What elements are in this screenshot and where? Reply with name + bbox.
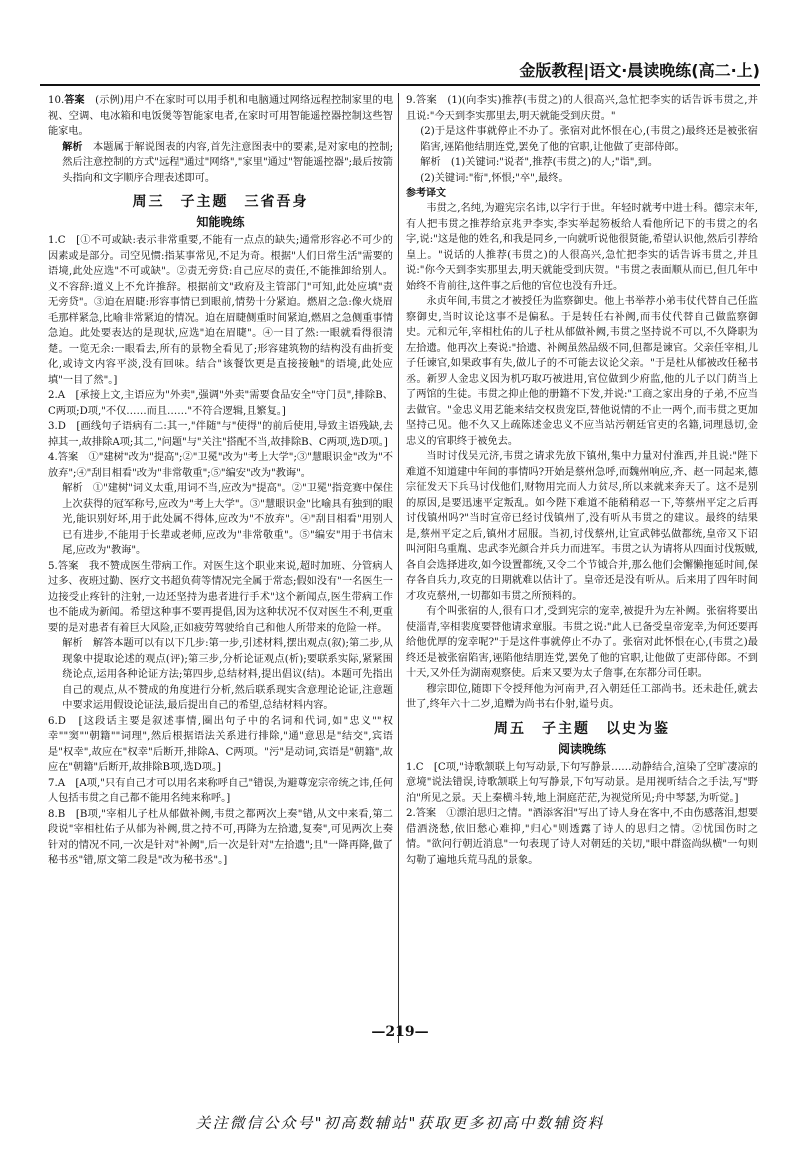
q1-answer: 1.C [①不可或缺:表示非常重要,不能有一点点的缺失;通常形容必不可少的因素或是部分。司空见惯:指某事常见,不足为奇。根据"人们日常生活"需要的语境,此处应选"不可或缺"。②责无旁贷:自己应尽的责任,不能推卸给别人。义不容辞:道义上不允许推辞。根据前文"政府及主管部门"可知,此处应填"责无旁贷"。③迫在眉睫:形容事情已到眼前,情势十分紧迫。燃眉之急:像火烧眉毛那样紧急,比喻非常紧迫的情况。迫在眉睫侧重时间紧迫,燃眉之急侧重事情急迫。此处要表达的是现状,应选"迫在眉睫"。④一目了然:一眼就看得很清楚。一览无余:一眼看去,所有的景物全看见了;形容建筑物的结构没有曲折变化,或诗文内容平淡,没有回味。结合"该餐饮更是直接接触"的语境,此处应填"一目了然"。]	[48, 235, 393, 386]
column-divider	[398, 93, 399, 1043]
translation-paragraph-3: 当时讨伐吴元济,韦贯之请求先放下镇州,集中力量对付淮西,并且说:"陛下难道不知道建中年间的事情吗?开始是蔡州急呼,而魏州响应,齐、赵一同起来,德宗征发天下兵马讨伐他们,财物用完而人力贫尽,所以来就来奔天了。这不是别的原因,是要迅速平定叛乱。如今陛下难道不能稍稍忍一下,等蔡州平定之后再讨伐镇州吗?"当时宣帝已经讨伐镇州了,没有听从韦贯之的建议。最终的结果是,蔡州平定之后,镇州才屈服。当初,讨伐蔡州,让宣武韩弘做都统,皇帝又下诏叫河阳乌重胤、忠武李光颜合并兵力而进军。韦贯之认为请将从四面讨伐叛贼,各自会选择进攻,如今设置都统,又令二个节钺合并,那么他们会懈懒拖延时间,保存各自兵力,攻克的日期就难以估计了。皇帝还是没有听从。后来用了四年时间才攻克蔡州,一切都如韦贯之所预料的。	[406, 451, 758, 602]
q5-explanation: 解析 解答本题可以有以下几步:第一步,引述材料,摆出观点(叙);第二步,从现象中提取论述的观点(评);第三步,分析论证观点(析);要联系实际,紧紧围绕论点,运用各种论证方法;第四步,总结材料,提出倡议(结)。本题可先指出自己的观点,从不赞成的角度进行分析,然后联系现实含意理论论证,注意题中要求运用假设论证法,最后提出自己的希望,总结材料内容。	[62, 638, 393, 711]
q9-answer-part2: (2)于是这件事就停止不办了。张宿对此怀恨在心,(韦贯之)最终还是被张宿陷害,诬陷他结朋连党,罢免了他的官职,让他做了吏部侍郎。	[420, 126, 758, 153]
header-rule	[40, 84, 760, 86]
right-column	[406, 93, 758, 868]
week-title-wed: 周三 子主题 三省吾身	[132, 194, 309, 210]
section-title-evening: 知能晚练	[196, 215, 245, 229]
translation-paragraph-2: 永贞年间,韦贯之才被授任为监察御史。他上书举荐小弟韦仗代替自己任监察御史,当时议论这事不是偏私。于是转任右补阙,而韦仗代替自己做监察御史。元和元年,宰相杜佑的儿子杜从郁做补阙,韦贯之坚持说不可以,不久降职为左拾遗。他再次上奏说:"拾遗、补阙虽然品级不同,但都是谏官。父亲任宰相,儿子任谏官,如果政事有失,做儿子的不可能去议论父亲。"于是杜从郁被改任秘书丞。新罗人金忠义因为机巧取巧被进用,官位做到少府监,他的儿子以门荫当上了两馆的生徒。韦贯之抑止他的册籍不下发,并说:"工商之家出身的子弟,不应当去做官。"金忠义用艺能来结交权贵宠臣,替他说情的不止一两个,而韦贯之更加坚持己见。他不久又上疏陈述金忠义不应当站污朝廷官吏的名籍,词理恳切,金忠义的官职终于被免去。	[406, 296, 758, 447]
q7-answer: 7.A [A项,"只有自己才可以用名来称呼自己"错误,为避尊宠宗帝统之讳,任何人包括韦贯之自己都不能用名纯来称呼。]	[48, 777, 393, 804]
section-title-reading: 阅读晚练	[557, 741, 606, 756]
reference-translation-title: 参考译文	[406, 188, 446, 199]
q10-explanation-label: 解析	[62, 141, 83, 153]
q5-answer: 5.答案 我不赞成医生带病工作。对医生这个职业来说,超时加班、分管病人过多、夜班过勤、医疗文书超负荷等情况完全属于常态;假如没有"一名医生一边接受止疼针的注射,一边还坚持为患者进行手术"这个新闻点,医生带病工作也不能成为新闻。希望这种事不要再提倡,因为这种状况不仅对医生不利,更重要的是对患者有着巨大风险,正如疲劳驾驶给自己和他人所带来的危险一样。	[48, 560, 393, 634]
q10-explanation-text: 本题属于解说图表的内容,首先注意图表中的要素,是对家电的控制;然后注意控制的方式"远程"通过"网络","家里"通过"智能遥控器";最后按箭头指向和文字顺序合理表述即可。	[62, 141, 394, 184]
q4-explanation: 解析 ①"建树"词义太重,用词不当,应改为"提高"。②"卫冕"指竞赛中保住上次获得的冠军称号,应改为"考上大学"。③"慧眼识金"比喻具有独到的眼光,能识别好坏,用于此处属不得体,应改为"不放弃"。④"刮目相看"用别人已有进步,不能用于长辈或老师,应改为"非常敬重"。⑤"编安"用于书信末尾,应改为"教诲"。	[62, 483, 393, 556]
week-title-fri: 周五 子主题 以史为鉴	[494, 720, 670, 737]
q10-explanation	[48, 140, 393, 187]
header-title: 金版教程|语文·晨读晚练(高二·上)	[519, 61, 760, 80]
r1-answer: 1.C [C项,"诗歌颔联上句写动景,下句写静景……动静结合,渲染了空旷凄凉的意境"说法错误,诗歌颔联上句写静景,下句写动景。是用视听结合之手法,写"野泊"所见之景。天上秦横斗转,地上洞庭茫茫,为视觉所见;舟中琴瑟,为听觉。]	[406, 761, 758, 804]
q3-answer: 3.D [画线句子语病有二:其一,"伴随"与"使得"的前后使用,导致主语残缺,去掉其一,故排除A项;其二,"问题"与"关注"搭配不当,故排除B、C两项,选D项。]	[48, 421, 393, 448]
q9-explanation-part2: (2)关键词:"衔",怀恨;"卒",最终。	[420, 172, 569, 184]
q9-answer: 9.答案 (1)(向李实)推荐(韦贯之)的人很高兴,急忙把李实的话告诉韦贯之,并且说:"今天到李实那里去,明天就能受到庆贯。"	[406, 95, 758, 122]
page-number: —219—	[371, 1024, 429, 1040]
page-header	[40, 58, 760, 84]
q10-answer-label: 答案	[64, 95, 85, 106]
translation-paragraph-5: 穆宗即位,随即下令授拜他为河南尹,召入朝廷任工部尚书。还未赴任,就去世了,终年六十二岁,追赠为尚书右仆射,谥号贞。	[406, 683, 758, 710]
q4-answer: 4.答案 ①"建树"改为"提高";②"卫冕"改为"考上大学";③"慧眼识金"改为"不放弃";④"刮目相看"改为"非常敬重";⑤"编安"改为"教诲"。	[48, 452, 393, 479]
q10-answer	[48, 93, 393, 140]
q9-explanation: 解析 (1)关键词:"说者",推荐(韦贯之)的人;"诣",到。	[420, 157, 659, 168]
translation-paragraph-4: 有个叫张宿的人,很有口才,受到宪宗的宠幸,被提升为左补阙。张宿将要出使淄青,宰相裴度要替他请求章服。韦贯之说:"此人已备受皇帝宠幸,为何还要再给他优厚的宠幸呢?"于是这件事就停止不办了。张宿对此怀恨在心,(韦贯之)最终还是被张宿陷害,诬陷他结朋连党,罢免了他的官职,让他做了吏部侍郎。不到十天,又外任为湖南观察使。后来又要为太子詹事,在东都分司任职。	[406, 606, 758, 679]
footer-note: 关注微信公众号"初高数辅站"获取更多初高中数辅资料	[195, 1114, 605, 1132]
q10-answer-text: (示例)用户不在家时可以用手机和电脑通过网络远程控制家里的电视、空调、电冰箱和电饭煲等智能家电者,在家时可用智能遥控器控制这些智能家电。	[48, 95, 394, 137]
q2-answer: 2.A [承接上文,主语应为"外卖",强调"外卖"需要食品安全"守门员",排除B、C两项;D项,"不仅……而且……"不符合逻辑,且繁复。]	[48, 390, 393, 417]
q6-answer: 6.D [这段话主要是叙述事情,圈出句子中的名词和代词,如"忠义""权幸""窦""朝籍""词理",然后根据语法关系进行排除,"通"意思是"结交",宾语是"权幸",故应在"权幸"后断开,排除A、C两项。"污"是动词,宾语是"朝籍",故应在"朝籍"后断开,故排除B项,选D项。]	[48, 715, 393, 773]
translation-paragraph-1: 韦贯之,名纯,为避宪宗名讳,以字行于世。年轻时就考中进士科。德宗末年,有人把韦贯之推荐给京兆尹李实,李实举起笏板给人看他所记下的韦贯之的名字,说:"这是他的姓名,和我是同乡,一向就听说他很贤能,希望认识他,然后引荐给皇上。"说话的人推荐(韦贯之)的人很高兴,急忙把李实的话告诉韦贯之,并且说:"你今天到李实那里去,明天就能受到庆贺。"韦贯之表面顺从而已,但几年中始终不肯前往,这件事之后他的官位也没有升迁。	[406, 203, 758, 292]
q8-answer: 8.B [B项,"宰相儿子杜从郁做补阙,韦贯之都两次上奏"错,从文中来看,第二段说"宰相杜佑子从郁为补阙,贯之持不可,再降为左拾遗,复奏",可见两次上奏针对的情况不同,一次是针对"补阙",后一次是针对"左拾遗";且"一降再降,做了秘书丞"错,原文第二段是"改为秘书丞"。]	[48, 808, 393, 866]
q10-number: 10.	[48, 95, 65, 106]
left-column	[48, 93, 393, 869]
r2-answer: 2.答案 ①漂泊思归之情。"酒添客泪"写出了诗人身在客中,不由伤感落泪,想要借酒浇愁,依旧愁心难抑,"归心"则透露了诗人的思归之情。②忧国伤时之情。"欲问行朝近消息"一句表现了诗人对朝廷的关切,"眼中群盗尚纵横"一句则勾勒了遍地兵荒马乱的景象。	[406, 808, 758, 866]
